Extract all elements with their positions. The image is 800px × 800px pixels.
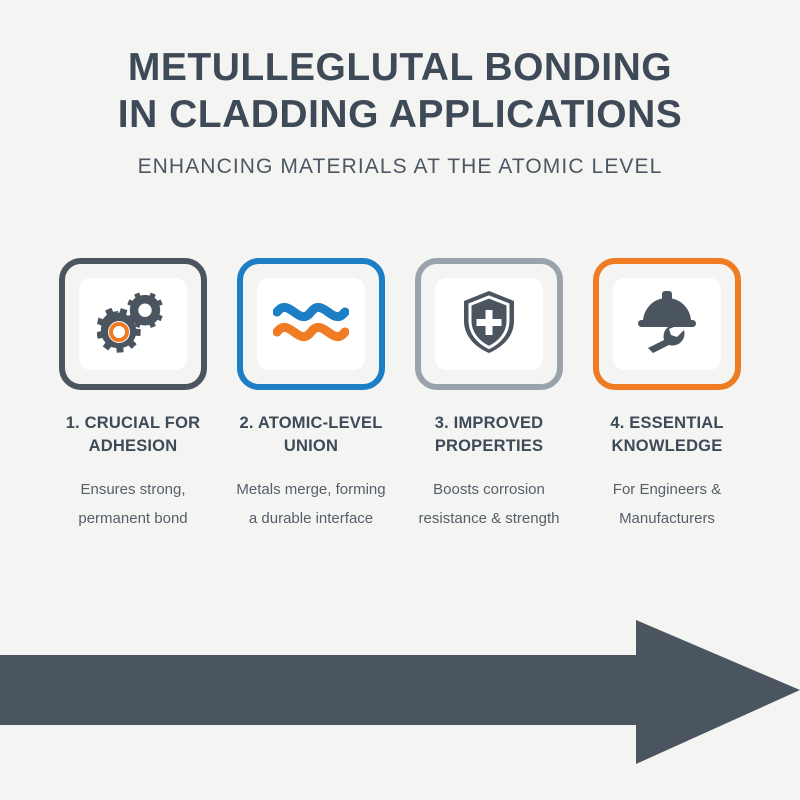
icon-inner-4 — [613, 278, 721, 370]
gears-icon — [97, 291, 169, 358]
progress-arrow — [0, 612, 800, 772]
card-title-1: 1. CRUCIAL FOR ADHESION — [65, 414, 201, 455]
card-description-4: For Engineers & Manufacturers — [612, 481, 722, 527]
card-title-2: 2. ATOMIC-LEVEL UNION — [239, 414, 383, 455]
icon-box-1 — [59, 258, 207, 390]
header — [0, 0, 800, 179]
icon-box-3 — [415, 258, 563, 390]
card-description-1: Ensures strong, permanent bond — [78, 481, 188, 527]
title-line-2: IN CLADDING APPLICATIONS — [117, 93, 683, 136]
card-improved-properties — [400, 258, 578, 533]
card-description-3: Boosts corrosion resistance & strength — [418, 481, 560, 527]
title-line-1: METULLEGLUTAL BONDING — [127, 46, 673, 89]
icon-inner-1 — [79, 278, 187, 370]
card-essential-knowledge — [578, 258, 756, 533]
page-subtitle: ENHANCING MATERIALS AT THE ATOMIC LEVEL — [137, 155, 663, 178]
wave-merge-icon — [273, 294, 349, 355]
shield-plus-icon — [460, 288, 518, 361]
card-atomic-level-union — [222, 258, 400, 533]
icon-box-2 — [237, 258, 385, 390]
icon-inner-3 — [435, 278, 543, 370]
icon-inner-2 — [257, 278, 365, 370]
card-title-3: 3. IMPROVED PROPERTIES — [434, 414, 544, 455]
card-crucial-for-adhesion — [44, 258, 222, 533]
page-title — [0, 44, 800, 138]
card-list — [0, 258, 800, 533]
card-description-2: Metals merge, forming a durable interface — [236, 481, 386, 527]
hardhat-wrench-icon — [632, 289, 702, 360]
icon-box-4 — [593, 258, 741, 390]
card-title-4: 4. ESSENTIAL KNOWLEDGE — [610, 414, 724, 455]
